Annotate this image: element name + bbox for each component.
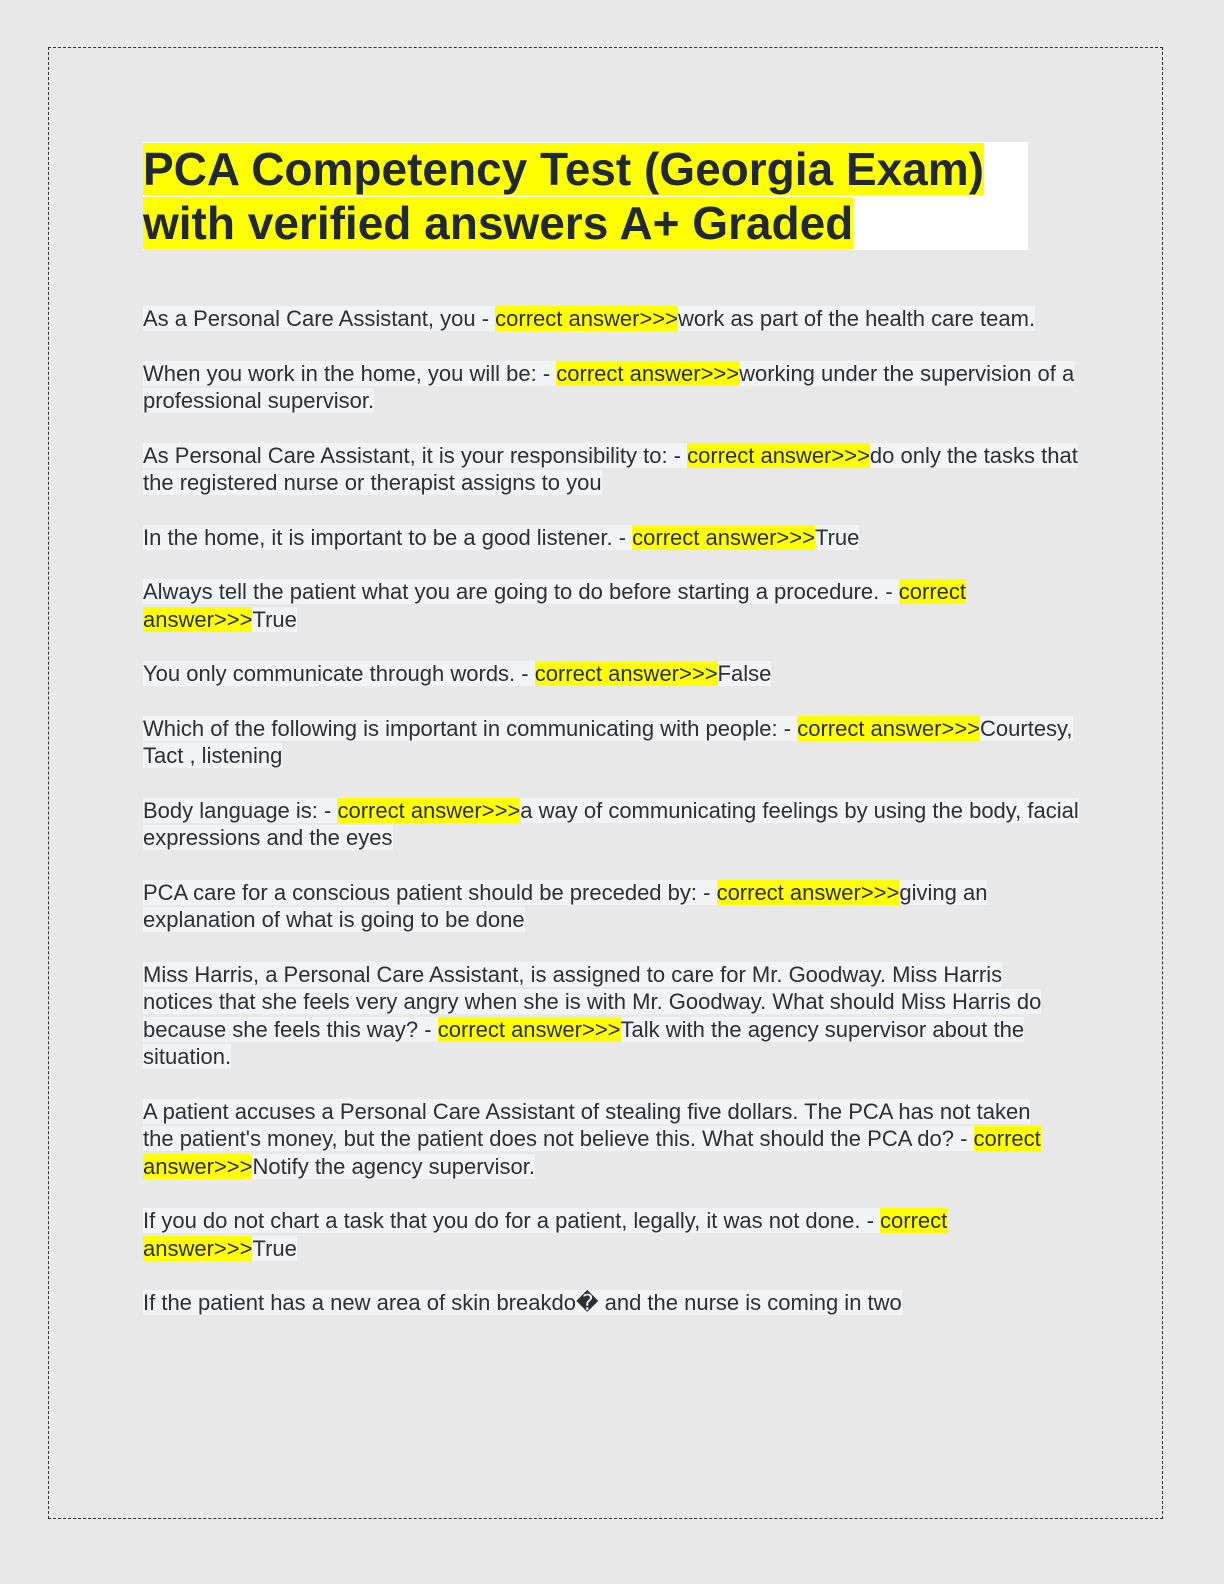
answer-marker: correct answer>>> <box>632 524 815 550</box>
answer-marker: correct answer>>> <box>143 1208 948 1261</box>
answer-marker: correct answer>>> <box>337 797 521 823</box>
qa-item <box>143 1207 1083 1262</box>
answer-marker: correct answer>>> <box>143 1126 1041 1179</box>
question-text: In the home, it is important to be a good listener. - <box>143 524 633 550</box>
question-text: Body language is: - <box>143 797 338 823</box>
answer-marker: correct answer>>> <box>143 579 967 632</box>
qa-item <box>143 305 1083 333</box>
qa-item <box>143 1098 1083 1181</box>
answer-text: True <box>814 524 860 550</box>
answer-text: Talk with the agency supervisor about the situation. <box>143 1016 1025 1069</box>
question-text: Which of the following is important in communicating with people: - <box>143 715 798 741</box>
answer-text: Courtesy, Tact , listening <box>143 715 1073 768</box>
qa-item <box>143 660 1083 688</box>
answer-marker: correct answer>>> <box>534 661 718 686</box>
answer-text: working under the supervision of a professional supervisor. <box>143 360 1075 413</box>
title-block <box>143 142 1028 250</box>
question-text: PCA care for a conscious patient should be preceded by: - <box>143 879 717 905</box>
answer-marker: correct answer>>> <box>556 360 740 386</box>
qa-item <box>143 578 1083 633</box>
question-text: As Personal Care Assistant, it is your responsibility to: - <box>143 442 688 468</box>
answer-text: giving an explanation of what is going to be done <box>143 879 988 932</box>
question-text: If you do not chart a task that you do for a patient, legally, it was not done. - <box>143 1208 881 1233</box>
question-text: notices that she feels very angry when she is with Mr. Goodway. What should Miss Harris do because she feels this way? - <box>143 989 1042 1042</box>
answer-marker: correct answer>>> <box>687 442 870 468</box>
qa-item <box>143 961 1083 1071</box>
answer-text: Notify the agency supervisor. <box>252 1153 535 1179</box>
answer-text: False <box>717 661 772 686</box>
answer-marker: correct answer>>> <box>797 715 981 741</box>
answer-text: do only the tasks that the registered nurse or therapist assigns to you <box>143 442 1078 495</box>
question-text: If the patient has a new area of skin breakdo� and the nurse is coming in two <box>143 1290 902 1315</box>
answer-marker: correct answer>>> <box>716 879 900 905</box>
answer-text: True <box>252 606 297 632</box>
title-line-1: PCA Competency Test (Georgia Exam) <box>143 143 984 195</box>
qa-item <box>143 442 1083 497</box>
answer-text: a way of communicating feelings by using the body, facial expressions and the eyes <box>143 797 1079 850</box>
title-line-2: with verified answers A+ Graded <box>143 197 854 249</box>
qa-item <box>143 879 1083 934</box>
qa-item <box>143 715 1083 770</box>
question-text-part1: A patient accuses a Personal Care Assistant of stealing five dollars. The PCA has not taken <box>143 1098 1031 1124</box>
question-text: As a Personal Care Assistant, you - <box>143 306 496 331</box>
document-title <box>143 142 1028 250</box>
qa-item <box>143 360 1083 415</box>
question-text: the patient's money, but the patient does not believe this. What should the PCA do? - <box>143 1126 974 1151</box>
qa-item <box>143 524 1083 552</box>
qa-item <box>143 797 1083 852</box>
document-body <box>143 142 1083 1344</box>
question-text: You only communicate through words. - <box>143 661 535 686</box>
question-text: When you work in the home, you will be: - <box>143 360 557 386</box>
qa-item-truncated <box>143 1289 1083 1317</box>
question-text: Always tell the patient what you are going to do before starting a procedure. - <box>143 579 899 604</box>
qa-list <box>143 305 1083 1317</box>
answer-marker: correct answer>>> <box>495 306 678 331</box>
question-text-part1: Miss Harris, a Personal Care Assistant, is assigned to care for Mr. Goodway. Miss Harris <box>143 961 1003 987</box>
answer-text: work as part of the health care team. <box>677 306 1036 331</box>
answer-text: True <box>252 1235 297 1261</box>
answer-marker: correct answer>>> <box>437 1016 621 1042</box>
